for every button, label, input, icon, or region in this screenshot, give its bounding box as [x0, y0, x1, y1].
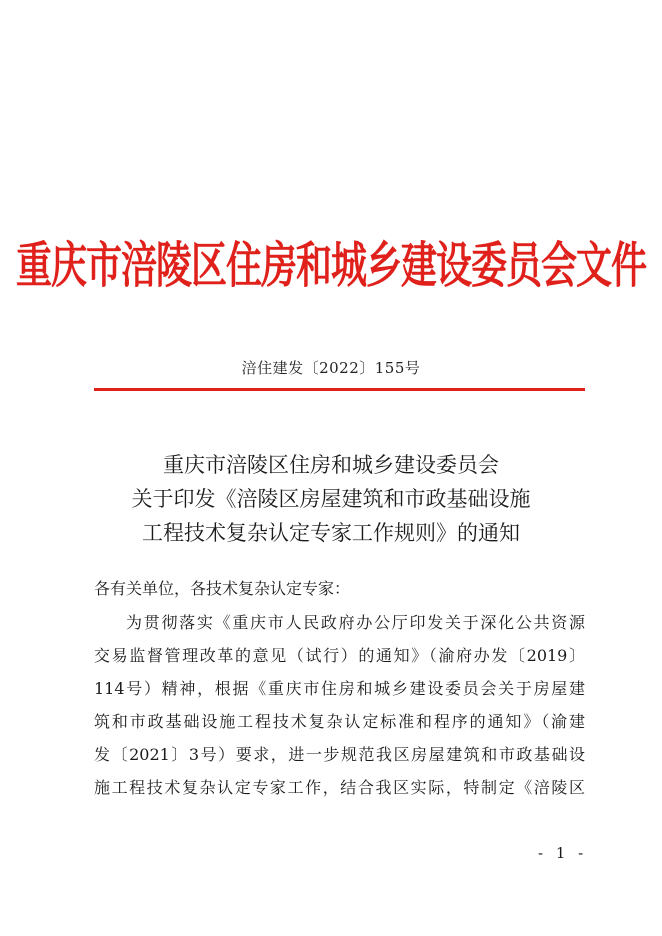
notice-title	[0, 448, 662, 550]
body-text-line: 为贯彻落实《重庆市人民政府办公厅印发关于深化公共资源	[126, 613, 585, 632]
body-text-line: 发〔2021〕3号）要求，进一步规范我区房屋建筑和市政基础设	[94, 745, 585, 764]
red-separator-line	[94, 388, 585, 391]
body-text-line: 施工程技术复杂认定专家工作，结合我区实际，特制定《涪陵区	[94, 778, 585, 797]
notice-title-line: 关于印发《涪陵区房屋建筑和市政基础设施	[131, 487, 531, 511]
body-text-line: 筑和市政基础设施工程技术复杂认定标准和程序的通知》（渝建	[94, 712, 585, 731]
document-number: 涪住建发〔2022〕155号	[241, 359, 421, 377]
body-text-line: 交易监督管理改革的意见（试行）的通知》（渝府办发〔2019〕	[94, 646, 585, 665]
body-text-line: 114号）精神，根据《重庆市住房和城乡建设委员会关于房屋建	[94, 679, 585, 698]
salutation: 各有关单位，各技术复杂认定专家：	[94, 579, 351, 598]
notice-title-line: 重庆市涪陵区住房和城乡建设委员会	[163, 453, 499, 477]
page-number: - 1 -	[538, 844, 588, 862]
notice-title-line: 工程技术复杂认定专家工作规则》的通知	[142, 521, 520, 545]
issuer-header-title: 重庆市涪陵区住房和城乡建设委员会文件	[15, 238, 646, 295]
